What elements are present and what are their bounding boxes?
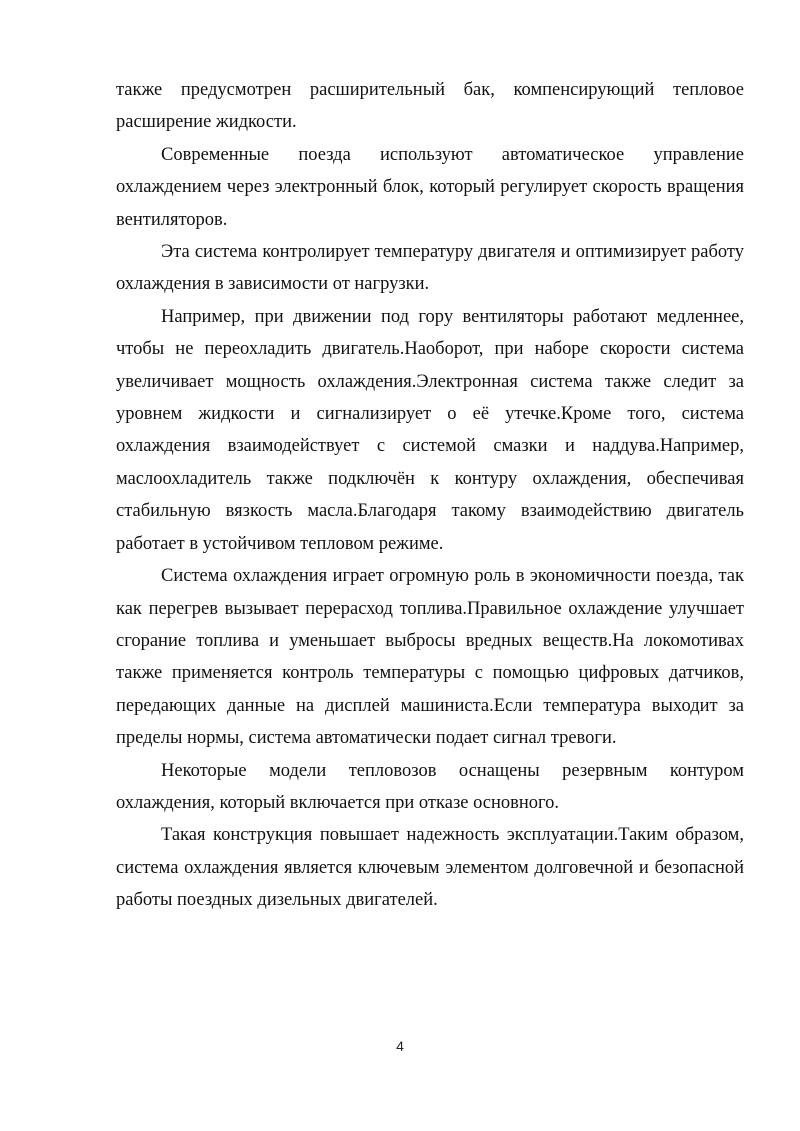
paragraph-5: Система охлаждения играет огромную роль в экономичности поезда, так как перегрев вызывает перерасход топлива.Правильное охлаждение улучшает сгорание топлива и уменьшает выбросы вредных веществ.На локомотивах также применяется контроль температуры с помощью цифровых датчиков, передающих данные на дисплей машиниста.Если температура выходит за пределы нормы, система автоматически подает сигнал тревоги. (116, 566, 744, 749)
paragraph-6: Некоторые модели тепловозов оснащены резервным контуром охлаждения, который включается при отказе основного. (116, 760, 744, 813)
body-text (116, 74, 744, 917)
paragraph-4: Например, при движении под гору вентиляторы работают медленнее, чтобы не переохладить двигатель.Наоборот, при наборе скорости система увеличивает мощность охлаждения.Электронная система также следит за уровнем жидкости и сигнализирует о её утечке.Кроме того, система охлаждения взаимодействует с системой смазки и наддува.Например, маслоохладитель также подключён к контуру охлаждения, обеспечивая стабильную вязкость масла.Благодаря такому взаимодействию двигатель работает в устойчивом тепловом режиме. (116, 306, 744, 554)
paragraph-7: Такая конструкция повышает надежность эксплуатации.Таким образом, система охлаждения является ключевым элементом долговечной и безопасной работы поездных дизельных двигателей. (116, 825, 744, 911)
paragraph-3: Эта система контролирует температуру двигателя и оптимизирует работу охлаждения в зависимости от нагрузки. (116, 242, 744, 295)
page-number: 4 (396, 1038, 404, 1054)
paragraph-1: также предусмотрен расширительный бак, компенсирующий тепловое расширение жидкости. (116, 80, 744, 133)
paragraph-2: Современные поезда используют автоматическое управление охлаждением через электронный блок, который регулирует скорость вращения вентиляторов. (116, 144, 744, 230)
